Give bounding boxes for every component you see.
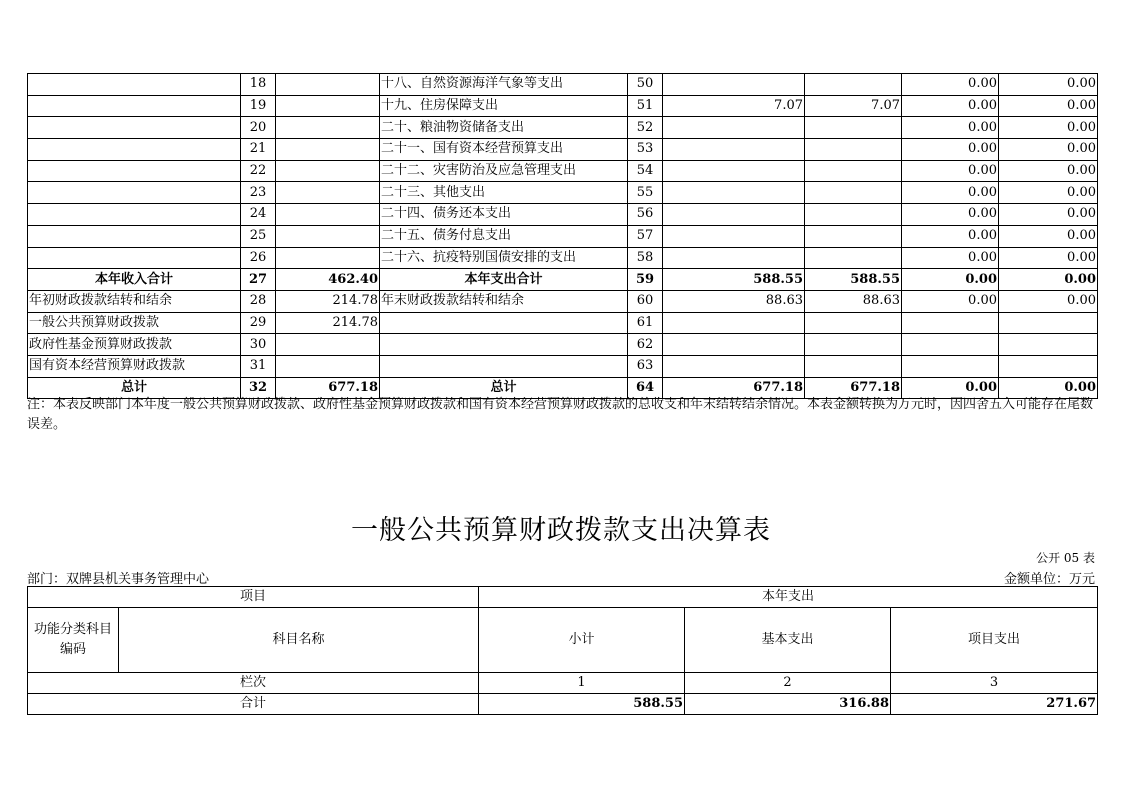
income-line: 20 [241, 117, 276, 139]
income-line: 31 [241, 355, 276, 377]
income-line: 25 [241, 225, 276, 247]
expense-state-capital: 0.00 [999, 225, 1098, 247]
income-amount [276, 139, 380, 161]
income-item: 政府性基金预算财政拨款 [28, 334, 241, 356]
table-row [28, 117, 1098, 139]
expense-item: 二十、粮油物资储备支出 [380, 117, 628, 139]
expense-item: 二十一、国有资本经营预算支出 [380, 139, 628, 161]
expense-state-capital: 0.00 [999, 247, 1098, 269]
expense-state-capital: 0.00 [999, 160, 1098, 182]
income-item: 总计 [28, 377, 241, 399]
column-index-1: 1 [479, 673, 685, 694]
table-row [28, 290, 1098, 312]
income-amount [276, 95, 380, 117]
expense-line: 63 [628, 355, 663, 377]
expense-fund: 0.00 [902, 160, 999, 182]
expense-item: 本年支出合计 [380, 269, 628, 291]
expense-line: 58 [628, 247, 663, 269]
expense-total [663, 312, 805, 334]
expense-item [380, 334, 628, 356]
expense-fund: 0.00 [902, 74, 999, 96]
table-row [28, 312, 1098, 334]
table-row [28, 182, 1098, 204]
expense-state-capital: 0.00 [999, 74, 1098, 96]
income-amount [276, 225, 380, 247]
total-subtotal: 588.55 [479, 694, 685, 715]
income-line: 24 [241, 204, 276, 226]
income-line: 32 [241, 377, 276, 399]
income-line: 30 [241, 334, 276, 356]
table-note: 注：本表反映部门本年度一般公共预算财政拨款、政府性基金预算财政拨款和国有资本经营预算财政拨款的总收支和年末结转结余情况。本表金额转换为万元时，因四舍五入可能存在尾数误差。 [27, 397, 1094, 432]
income-amount: 462.40 [276, 269, 380, 291]
header-program: 项目支出 [891, 608, 1098, 673]
table-row [28, 334, 1098, 356]
expense-fund: 0.00 [902, 139, 999, 161]
table-row [28, 269, 1098, 291]
expense-general [805, 334, 902, 356]
expense-state-capital: 0.00 [999, 139, 1098, 161]
expense-item: 年末财政拨款结转和结余 [380, 290, 628, 312]
income-item [28, 139, 241, 161]
header-project: 项目 [28, 587, 479, 608]
expense-line: 50 [628, 74, 663, 96]
income-line: 28 [241, 290, 276, 312]
table-row [28, 74, 1098, 96]
expense-fund: 0.00 [902, 247, 999, 269]
income-amount [276, 247, 380, 269]
income-item [28, 182, 241, 204]
total-basic: 316.88 [685, 694, 891, 715]
expense-general: 7.07 [805, 95, 902, 117]
expense-fund: 0.00 [902, 117, 999, 139]
income-line: 21 [241, 139, 276, 161]
expense-fund: 0.00 [902, 95, 999, 117]
header-current-year: 本年支出 [479, 587, 1098, 608]
expense-general [805, 204, 902, 226]
expense-fund: 0.00 [902, 377, 999, 399]
expenditure-table [27, 586, 1098, 715]
table-row [28, 225, 1098, 247]
expense-line: 64 [628, 377, 663, 399]
expense-total [663, 139, 805, 161]
table-row [28, 247, 1098, 269]
header-name: 科目名称 [119, 608, 479, 673]
expense-total [663, 334, 805, 356]
expense-general [805, 74, 902, 96]
income-expense-table [27, 73, 1098, 399]
header-subtotal: 小计 [479, 608, 685, 673]
expense-fund: 0.00 [902, 182, 999, 204]
income-amount [276, 334, 380, 356]
total-label: 合计 [28, 694, 479, 715]
income-amount: 214.78 [276, 312, 380, 334]
expense-state-capital: 0.00 [999, 182, 1098, 204]
expense-total: 88.63 [663, 290, 805, 312]
expense-total: 588.55 [663, 269, 805, 291]
income-amount [276, 182, 380, 204]
total-program: 271.67 [891, 694, 1098, 715]
expense-total [663, 74, 805, 96]
department-label: 部门：双牌县机关事务管理中心 [27, 572, 210, 587]
income-amount [276, 160, 380, 182]
expense-state-capital [999, 312, 1098, 334]
expense-general [805, 355, 902, 377]
expense-line: 55 [628, 182, 663, 204]
expense-item: 二十六、抗疫特别国债安排的支出 [380, 247, 628, 269]
column-index-2: 2 [685, 673, 891, 694]
income-item: 本年收入合计 [28, 269, 241, 291]
expense-total [663, 204, 805, 226]
expense-item: 十九、住房保障支出 [380, 95, 628, 117]
income-item: 国有资本经营预算财政拨款 [28, 355, 241, 377]
income-line: 19 [241, 95, 276, 117]
unit-label: 金额单位：万元 [1003, 572, 1095, 587]
expense-state-capital: 0.00 [999, 95, 1098, 117]
expense-line: 53 [628, 139, 663, 161]
expense-fund: 0.00 [902, 269, 999, 291]
expense-general [805, 247, 902, 269]
expense-fund: 0.00 [902, 204, 999, 226]
expense-line: 62 [628, 334, 663, 356]
income-item [28, 247, 241, 269]
expense-line: 51 [628, 95, 663, 117]
expense-total [663, 117, 805, 139]
expense-state-capital [999, 334, 1098, 356]
income-line: 22 [241, 160, 276, 182]
expense-fund: 0.00 [902, 290, 999, 312]
expense-general: 88.63 [805, 290, 902, 312]
expense-item [380, 312, 628, 334]
expense-total [663, 182, 805, 204]
expense-total [663, 225, 805, 247]
income-line: 26 [241, 247, 276, 269]
expense-line: 61 [628, 312, 663, 334]
income-amount [276, 74, 380, 96]
expense-line: 57 [628, 225, 663, 247]
income-item [28, 95, 241, 117]
expense-item: 总计 [380, 377, 628, 399]
expense-general: 677.18 [805, 377, 902, 399]
expense-general [805, 160, 902, 182]
table-row [28, 355, 1098, 377]
income-amount: 677.18 [276, 377, 380, 399]
expense-item: 十八、自然资源海洋气象等支出 [380, 74, 628, 96]
expense-total [663, 355, 805, 377]
income-item: 一般公共预算财政拨款 [28, 312, 241, 334]
income-amount [276, 117, 380, 139]
income-item [28, 117, 241, 139]
income-item [28, 225, 241, 247]
expense-fund: 0.00 [902, 225, 999, 247]
expense-general [805, 312, 902, 334]
income-line: 18 [241, 74, 276, 96]
income-line: 29 [241, 312, 276, 334]
column-index-label: 栏次 [28, 673, 479, 694]
expense-line: 52 [628, 117, 663, 139]
expense-state-capital: 0.00 [999, 290, 1098, 312]
expense-total [663, 160, 805, 182]
table-row [28, 95, 1098, 117]
expense-general: 588.55 [805, 269, 902, 291]
expense-fund [902, 355, 999, 377]
expense-item: 二十五、债务付息支出 [380, 225, 628, 247]
table-row [28, 139, 1098, 161]
expense-general [805, 139, 902, 161]
table-number: 公开 05 表 [1036, 551, 1095, 565]
income-item [28, 204, 241, 226]
expense-state-capital [999, 355, 1098, 377]
income-line: 23 [241, 182, 276, 204]
expense-general [805, 182, 902, 204]
expense-line: 60 [628, 290, 663, 312]
expense-item: 二十三、其他支出 [380, 182, 628, 204]
income-amount [276, 355, 380, 377]
expense-general [805, 117, 902, 139]
expense-item: 二十四、债务还本支出 [380, 204, 628, 226]
income-line: 27 [241, 269, 276, 291]
expense-state-capital: 0.00 [999, 117, 1098, 139]
header-code: 功能分类科目编码 [28, 608, 119, 673]
expense-line: 54 [628, 160, 663, 182]
page-title: 一般公共预算财政拨款支出决算表 [351, 515, 771, 546]
income-item [28, 74, 241, 96]
expense-total [663, 247, 805, 269]
header-basic: 基本支出 [685, 608, 891, 673]
expense-fund [902, 312, 999, 334]
expense-item: 二十二、灾害防治及应急管理支出 [380, 160, 628, 182]
expense-line: 59 [628, 269, 663, 291]
expense-general [805, 225, 902, 247]
expense-line: 56 [628, 204, 663, 226]
table-row [28, 160, 1098, 182]
expense-item [380, 355, 628, 377]
expense-state-capital: 0.00 [999, 269, 1098, 291]
income-amount: 214.78 [276, 290, 380, 312]
income-item [28, 160, 241, 182]
expense-state-capital: 0.00 [999, 204, 1098, 226]
expense-fund [902, 334, 999, 356]
expense-total: 7.07 [663, 95, 805, 117]
income-amount [276, 204, 380, 226]
column-index-3: 3 [891, 673, 1098, 694]
income-item: 年初财政拨款结转和结余 [28, 290, 241, 312]
expense-state-capital: 0.00 [999, 377, 1098, 399]
expense-total: 677.18 [663, 377, 805, 399]
table-row [28, 204, 1098, 226]
